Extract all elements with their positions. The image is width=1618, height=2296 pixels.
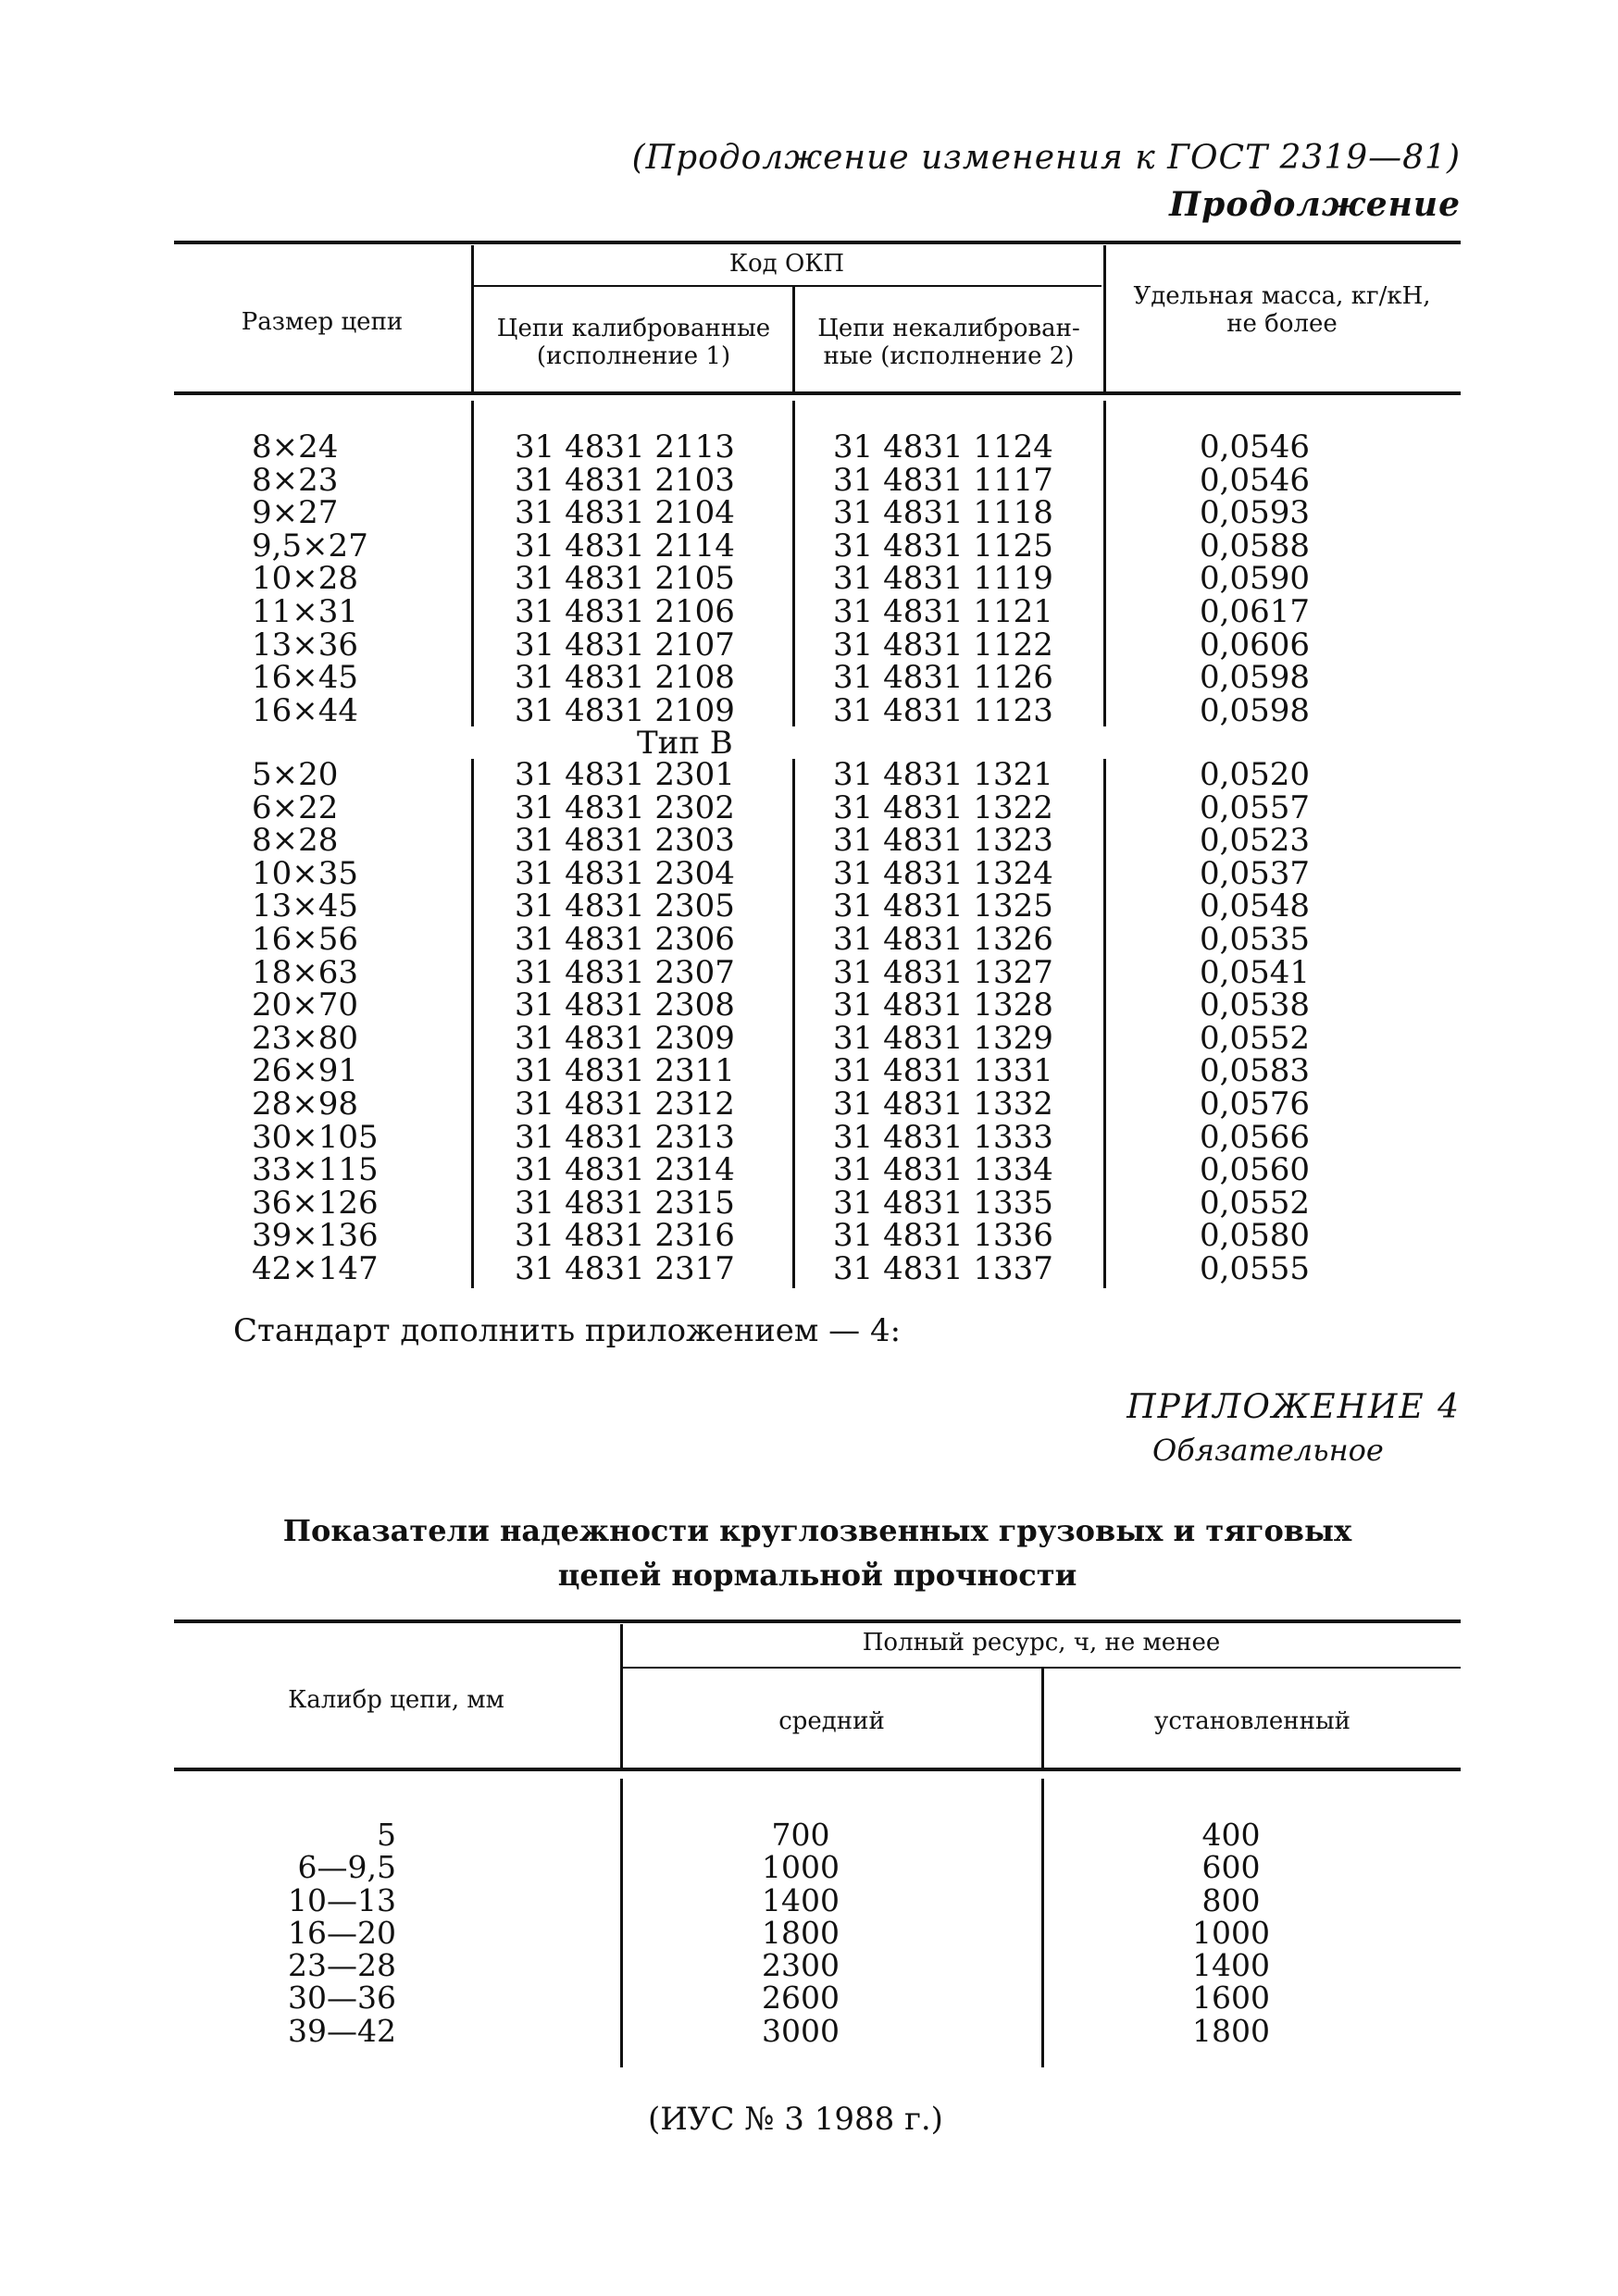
established-resource-cell: 600 <box>1201 1849 1261 1886</box>
mass-cell: 0,0552 <box>1200 1184 1310 1222</box>
noncalibrated-code-cell: 31 4831 1335 <box>833 1184 1053 1222</box>
table1-vrule <box>471 245 474 391</box>
established-resource-cell: 400 <box>1201 1817 1261 1853</box>
calibrated-code-cell: 31 4831 2307 <box>515 953 735 991</box>
chain-size-cell: 9,5×27 <box>252 527 368 565</box>
caliber-cell: 23—28 <box>288 1947 396 1984</box>
calibrated-code-cell: 31 4831 2108 <box>515 659 735 697</box>
calibrated-code-cell: 31 4831 2103 <box>515 461 735 499</box>
established-resource-cell: 1000 <box>1192 1914 1270 1951</box>
table1-vrule <box>1103 401 1106 726</box>
noncalibrated-code-cell: 31 4831 1323 <box>833 822 1053 860</box>
established-resource-cell: 1400 <box>1192 1947 1270 1984</box>
calibrated-code-cell: 31 4831 2109 <box>515 691 735 729</box>
chain-size-cell: 11×31 <box>252 592 359 630</box>
noncalibrated-code-cell: 31 4831 1333 <box>833 1118 1053 1156</box>
caliber-cell: 39—42 <box>288 2012 396 2049</box>
calibrated-code-cell: 31 4831 2308 <box>515 987 735 1024</box>
table1-header-rule <box>174 391 1461 395</box>
calibrated-code-cell: 31 4831 2306 <box>515 920 735 958</box>
noncalibrated-code-cell: 31 4831 1327 <box>833 953 1053 991</box>
mass-cell: 0,0541 <box>1200 953 1310 991</box>
chain-size-cell: 33×115 <box>252 1151 379 1189</box>
col-size-header: Размер цепи <box>241 308 404 336</box>
mass-cell: 0,0576 <box>1200 1085 1310 1123</box>
calibrated-code-cell: 31 4831 2302 <box>515 788 735 826</box>
table1-vrule <box>1103 245 1106 391</box>
noncalibrated-code-cell: 31 4831 1126 <box>833 659 1053 697</box>
mass-cell: 0,0566 <box>1200 1118 1310 1156</box>
supplement-sentence: Стандарт дополнить приложением — 4: <box>233 1312 902 1349</box>
mass-cell: 0,0555 <box>1200 1249 1310 1287</box>
chain-size-cell: 16×44 <box>252 691 359 729</box>
caliber-cell: 16—20 <box>288 1914 396 1951</box>
calibrated-code-cell: 31 4831 2309 <box>515 1019 735 1057</box>
established-values <box>1152 1818 1310 2047</box>
noncalibrated-code-cell: 31 4831 1324 <box>833 854 1053 892</box>
calibrated-code-cell: 31 4831 2316 <box>515 1217 735 1255</box>
mass-cell: 0,0552 <box>1200 1019 1310 1057</box>
calibrated-code-cell: 31 4831 2113 <box>515 428 735 465</box>
col-average-header: средний <box>778 1707 885 1735</box>
group-b-label: Тип В <box>637 725 733 762</box>
appendix-label: ПРИЛОЖЕНИЕ 4 <box>1126 1388 1461 1426</box>
established-resource-cell: 800 <box>1201 1881 1261 1918</box>
noncalibrated-code-cell: 31 4831 1325 <box>833 887 1053 925</box>
calibrated-code-cell: 31 4831 2114 <box>515 527 735 565</box>
chain-size-cell: 28×98 <box>252 1085 359 1123</box>
chain-size-cell: 8×23 <box>252 461 339 499</box>
calibrated-code-cell: 31 4831 2303 <box>515 822 735 860</box>
average-resource-cell: 1400 <box>762 1881 840 1918</box>
established-resource-cell: 1800 <box>1192 2012 1270 2049</box>
group-b-masses <box>1148 756 1310 1287</box>
mass-cell: 0,0580 <box>1200 1217 1310 1255</box>
table2-header-rule <box>174 1768 1461 1771</box>
mass-cell: 0,0538 <box>1200 987 1310 1024</box>
calibrated-code-cell: 31 4831 2312 <box>515 1085 735 1123</box>
group-a-calibrated-codes <box>515 428 735 729</box>
continuation-title: (Продолжение изменения к ГОСТ 2319—81) <box>631 139 1461 177</box>
chain-size-cell: 18×63 <box>252 953 359 991</box>
appendix-status: Обязательное <box>1152 1433 1384 1468</box>
group-a-noncalibrated-codes <box>833 428 1053 729</box>
chain-size-cell: 13×45 <box>252 887 359 925</box>
average-resource-cell: 2300 <box>762 1947 840 1984</box>
chain-size-cell: 16×56 <box>252 920 359 958</box>
chain-size-cell: 42×147 <box>252 1249 379 1287</box>
caliber-cell: 5 <box>377 1817 396 1853</box>
chain-size-cell: 39×136 <box>252 1217 379 1255</box>
mass-cell: 0,0590 <box>1200 560 1310 598</box>
chain-size-cell: 6×22 <box>252 788 339 826</box>
col-okp-header: Код ОКП <box>728 250 845 278</box>
chain-size-cell: 5×20 <box>252 756 339 793</box>
calibrated-code-cell: 31 4831 2314 <box>515 1151 735 1189</box>
mass-cell: 0,0598 <box>1200 659 1310 697</box>
average-resource-cell: 700 <box>771 1817 830 1853</box>
caliber-cell: 30—36 <box>288 1980 396 2017</box>
col-calibrated-header: Цепи калиброванные (исполнение 1) <box>496 315 771 370</box>
mass-cell: 0,0546 <box>1200 428 1310 465</box>
table1-vrule <box>792 401 795 726</box>
appendix-title: Показатели надежности круглозвенных грузовых и тяговых цепей нормальной прочности <box>282 1513 1352 1593</box>
calibrated-code-cell: 31 4831 2106 <box>515 592 735 630</box>
calibrated-code-cell: 31 4831 2315 <box>515 1184 735 1222</box>
noncalibrated-code-cell: 31 4831 1334 <box>833 1151 1053 1189</box>
calibrated-code-cell: 31 4831 2301 <box>515 756 735 793</box>
mass-cell: 0,0617 <box>1200 592 1310 630</box>
footer-note: (ИУС № 3 1988 г.) <box>648 2101 943 2138</box>
noncalibrated-code-cell: 31 4831 1121 <box>833 592 1053 630</box>
caliber-cell: 10—13 <box>288 1881 396 1918</box>
col-established-header: установленный <box>1154 1707 1350 1735</box>
chain-size-cell: 23×80 <box>252 1019 359 1057</box>
calibrated-code-cell: 31 4831 2311 <box>515 1052 735 1090</box>
col-caliber-header: Калибр цепи, мм <box>288 1686 504 1714</box>
noncalibrated-code-cell: 31 4831 1331 <box>833 1052 1053 1090</box>
mass-cell: 0,0588 <box>1200 527 1310 565</box>
noncalibrated-code-cell: 31 4831 1123 <box>833 691 1053 729</box>
average-resource-cell: 3000 <box>762 2012 840 2049</box>
mass-cell: 0,0583 <box>1200 1052 1310 1090</box>
table2-top-rule <box>174 1620 1461 1623</box>
calibrated-code-cell: 31 4831 2304 <box>515 854 735 892</box>
mass-cell: 0,0520 <box>1200 756 1310 793</box>
group-b-noncalibrated-codes <box>833 756 1053 1287</box>
noncalibrated-code-cell: 31 4831 1125 <box>833 527 1053 565</box>
table2-vrule <box>1041 1779 1044 2067</box>
noncalibrated-code-cell: 31 4831 1321 <box>833 756 1053 793</box>
mass-cell: 0,0548 <box>1200 887 1310 925</box>
group-b-sizes <box>252 756 379 1287</box>
mass-cell: 0,0606 <box>1200 626 1310 664</box>
chain-size-cell: 30×105 <box>252 1118 379 1156</box>
chain-size-cell: 8×28 <box>252 822 339 860</box>
calibrated-code-cell: 31 4831 2107 <box>515 626 735 664</box>
chain-size-cell: 36×126 <box>252 1184 379 1222</box>
noncalibrated-code-cell: 31 4831 1119 <box>833 560 1053 598</box>
mass-cell: 0,0537 <box>1200 854 1310 892</box>
mass-cell: 0,0598 <box>1200 691 1310 729</box>
calibrated-code-cell: 31 4831 2105 <box>515 560 735 598</box>
noncalibrated-code-cell: 31 4831 1337 <box>833 1249 1053 1287</box>
table1-vrule <box>792 759 795 1288</box>
group-a-sizes <box>252 428 368 729</box>
table1-vrule <box>1103 759 1106 1288</box>
group-a-masses <box>1148 428 1310 729</box>
chain-size-cell: 16×45 <box>252 659 359 697</box>
caliber-values <box>241 1818 396 2047</box>
calibrated-code-cell: 31 4831 2305 <box>515 887 735 925</box>
chain-size-cell: 26×91 <box>252 1052 359 1090</box>
noncalibrated-code-cell: 31 4831 1122 <box>833 626 1053 664</box>
noncalibrated-code-cell: 31 4831 1328 <box>833 987 1053 1024</box>
noncalibrated-code-cell: 31 4831 1329 <box>833 1019 1053 1057</box>
average-values <box>722 1818 879 2047</box>
table1-top-rule <box>174 241 1461 244</box>
established-resource-cell: 1600 <box>1192 1980 1270 2017</box>
chain-size-cell: 10×28 <box>252 560 359 598</box>
table1-vrule <box>471 759 474 1288</box>
noncalibrated-code-cell: 31 4831 1124 <box>833 428 1053 465</box>
col-noncalibrated-header: Цепи некалиброван- ные (исполнение 2) <box>817 315 1080 370</box>
calibrated-code-cell: 31 4831 2313 <box>515 1118 735 1156</box>
average-resource-cell: 2600 <box>762 1980 840 2017</box>
noncalibrated-code-cell: 31 4831 1117 <box>833 461 1053 499</box>
chain-size-cell: 8×24 <box>252 428 339 465</box>
mass-cell: 0,0535 <box>1200 920 1310 958</box>
noncalibrated-code-cell: 31 4831 1118 <box>833 494 1053 532</box>
calibrated-code-cell: 31 4831 2104 <box>515 494 735 532</box>
continuation-label: Продолжение <box>1169 185 1461 224</box>
chain-size-cell: 9×27 <box>252 494 339 532</box>
noncalibrated-code-cell: 31 4831 1326 <box>833 920 1053 958</box>
mass-cell: 0,0523 <box>1200 822 1310 860</box>
table2-vrule <box>620 1779 623 2067</box>
mass-cell: 0,0546 <box>1200 461 1310 499</box>
mass-cell: 0,0593 <box>1200 494 1310 532</box>
average-resource-cell: 1800 <box>762 1914 840 1951</box>
chain-size-cell: 13×36 <box>252 626 359 664</box>
calibrated-code-cell: 31 4831 2317 <box>515 1249 735 1287</box>
chain-size-cell: 20×70 <box>252 987 359 1024</box>
caliber-cell: 6—9,5 <box>297 1849 396 1886</box>
noncalibrated-code-cell: 31 4831 1332 <box>833 1085 1053 1123</box>
mass-cell: 0,0557 <box>1200 788 1310 826</box>
average-resource-cell: 1000 <box>762 1849 840 1886</box>
noncalibrated-code-cell: 31 4831 1322 <box>833 788 1053 826</box>
table1-vrule <box>792 287 795 391</box>
col-resource-header: Полный ресурс, ч, не менее <box>862 1629 1221 1657</box>
chain-size-cell: 10×35 <box>252 854 359 892</box>
table1-vrule <box>471 401 474 726</box>
col-mass-header: Удельная масса, кг/кН, не более <box>1133 282 1431 338</box>
group-b-calibrated-codes <box>515 756 735 1287</box>
table1-okp-rule <box>472 285 1101 287</box>
mass-cell: 0,0560 <box>1200 1151 1310 1189</box>
noncalibrated-code-cell: 31 4831 1336 <box>833 1217 1053 1255</box>
